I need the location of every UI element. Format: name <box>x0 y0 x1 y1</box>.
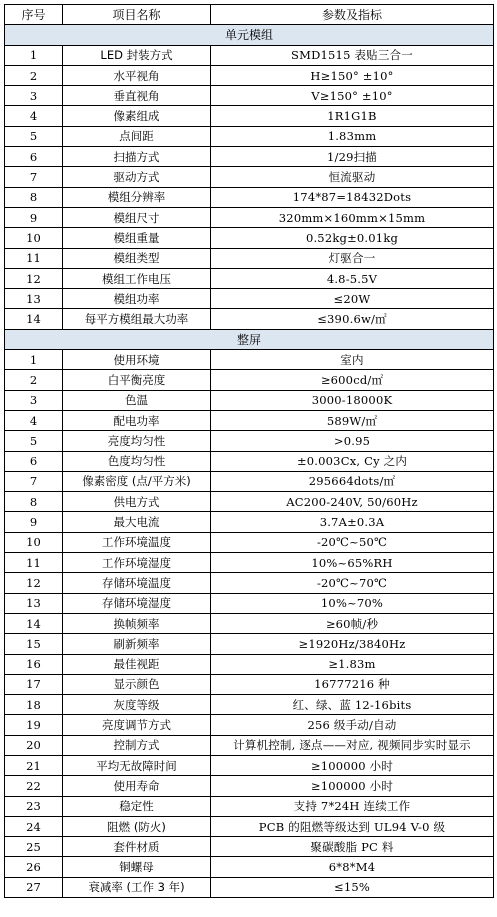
table-row <box>5 573 494 593</box>
item-value: ≤390.6w/㎡ <box>211 309 494 329</box>
item-value: ≥600cd/㎡ <box>211 370 494 390</box>
table-row <box>5 654 494 674</box>
item-value: -20℃~50℃ <box>211 532 494 552</box>
row-number: 1 <box>5 45 63 65</box>
item-name: 垂直视角 <box>63 86 211 106</box>
row-number: 22 <box>5 776 63 796</box>
item-name: 使用环境 <box>63 350 211 370</box>
item-value: 4.8-5.5V <box>211 268 494 288</box>
item-value: 295664dots/㎡ <box>211 471 494 491</box>
item-value: 6*8*M4 <box>211 857 494 877</box>
table-row <box>5 167 494 187</box>
item-value: 174*87=18432Dots <box>211 187 494 207</box>
item-name: LED 封装方式 <box>63 45 211 65</box>
table-row <box>5 532 494 552</box>
table-row <box>5 248 494 268</box>
table-row <box>5 228 494 248</box>
item-value: 3000-18000K <box>211 390 494 410</box>
row-number: 23 <box>5 796 63 816</box>
row-number: 14 <box>5 613 63 633</box>
item-name: 稳定性 <box>63 796 211 816</box>
table-row <box>5 776 494 796</box>
row-number: 3 <box>5 86 63 106</box>
item-name: 平均无故障时间 <box>63 755 211 775</box>
header-row <box>5 5 494 25</box>
item-name: 模组重量 <box>63 228 211 248</box>
row-number: 1 <box>5 350 63 370</box>
row-number: 24 <box>5 816 63 836</box>
item-value: ≥100000 小时 <box>211 755 494 775</box>
table-row <box>5 715 494 735</box>
item-name: 模组工作电压 <box>63 268 211 288</box>
table-row <box>5 634 494 654</box>
item-name: 显示颜色 <box>63 674 211 694</box>
table-row <box>5 451 494 471</box>
table-row <box>5 289 494 309</box>
row-number: 9 <box>5 512 63 532</box>
table-row <box>5 45 494 65</box>
section-header <box>5 329 494 349</box>
row-number: 12 <box>5 268 63 288</box>
item-name: 模组功率 <box>63 289 211 309</box>
row-number: 7 <box>5 471 63 491</box>
item-value: ≥1920Hz/3840Hz <box>211 634 494 654</box>
item-name: 控制方式 <box>63 735 211 755</box>
table-row <box>5 796 494 816</box>
table-row <box>5 512 494 532</box>
item-value: -20℃~70℃ <box>211 573 494 593</box>
item-value: 恒流驱动 <box>211 167 494 187</box>
row-number: 17 <box>5 674 63 694</box>
table-row <box>5 492 494 512</box>
table-row <box>5 187 494 207</box>
item-name: 每平方模组最大功率 <box>63 309 211 329</box>
table-row <box>5 431 494 451</box>
item-name: 刷新频率 <box>63 634 211 654</box>
item-name: 灰度等级 <box>63 695 211 715</box>
item-value: AC200-240V, 50/60Hz <box>211 492 494 512</box>
row-number: 9 <box>5 207 63 227</box>
row-number: 2 <box>5 65 63 85</box>
item-name: 存储环境温度 <box>63 573 211 593</box>
item-name: 水平视角 <box>63 65 211 85</box>
item-value: 灯驱合一 <box>211 248 494 268</box>
row-number: 12 <box>5 573 63 593</box>
item-name: 扫描方式 <box>63 147 211 167</box>
spec-table <box>4 4 494 898</box>
row-number: 10 <box>5 228 63 248</box>
item-value: 16777216 种 <box>211 674 494 694</box>
table-row <box>5 147 494 167</box>
item-name: 套件材质 <box>63 837 211 857</box>
table-row <box>5 877 494 897</box>
item-name: 使用寿命 <box>63 776 211 796</box>
item-name: 像素组成 <box>63 106 211 126</box>
header-no: 序号 <box>5 5 63 25</box>
table-row <box>5 390 494 410</box>
item-value: PCB 的阻燃等级达到 UL94 V-0 级 <box>211 816 494 836</box>
row-number: 8 <box>5 492 63 512</box>
item-name: 存储环境湿度 <box>63 593 211 613</box>
table-row <box>5 674 494 694</box>
row-number: 10 <box>5 532 63 552</box>
row-number: 27 <box>5 877 63 897</box>
item-value: 1.83mm <box>211 126 494 146</box>
table-row <box>5 553 494 573</box>
item-value: 10%~70% <box>211 593 494 613</box>
item-name: 模组类型 <box>63 248 211 268</box>
row-number: 8 <box>5 187 63 207</box>
table-row <box>5 593 494 613</box>
row-number: 5 <box>5 126 63 146</box>
item-value: 1/29扫描 <box>211 147 494 167</box>
item-name: 亮度均匀性 <box>63 431 211 451</box>
row-number: 6 <box>5 451 63 471</box>
item-value: ≤15% <box>211 877 494 897</box>
table-row <box>5 755 494 775</box>
row-number: 19 <box>5 715 63 735</box>
row-number: 11 <box>5 553 63 573</box>
row-number: 14 <box>5 309 63 329</box>
item-name: 亮度调节方式 <box>63 715 211 735</box>
item-name: 色温 <box>63 390 211 410</box>
header-name: 项目名称 <box>63 5 211 25</box>
table-row <box>5 268 494 288</box>
section-header <box>5 25 494 45</box>
table-row <box>5 613 494 633</box>
table-row <box>5 350 494 370</box>
item-value: 589W/㎡ <box>211 410 494 430</box>
item-value: H≥150° ±10° <box>211 65 494 85</box>
item-name: 像素密度 (点/平方米) <box>63 471 211 491</box>
row-number: 5 <box>5 431 63 451</box>
table-row <box>5 837 494 857</box>
row-number: 16 <box>5 654 63 674</box>
item-value: 320mm×160mm×15mm <box>211 207 494 227</box>
item-name: 模组尺寸 <box>63 207 211 227</box>
item-value: 聚碳酸脂 PC 料 <box>211 837 494 857</box>
item-value: 3.7A±0.3A <box>211 512 494 532</box>
item-value: 10%~65%RH <box>211 553 494 573</box>
row-number: 21 <box>5 755 63 775</box>
item-name: 最大电流 <box>63 512 211 532</box>
item-value: 支持 7*24H 连续工作 <box>211 796 494 816</box>
item-name: 铜螺母 <box>63 857 211 877</box>
item-value: ≥60帧/秒 <box>211 613 494 633</box>
item-name: 点间距 <box>63 126 211 146</box>
section-title: 单元模组 <box>5 25 494 45</box>
item-name: 换帧频率 <box>63 613 211 633</box>
item-value: ±0.003Cx, Cy 之内 <box>211 451 494 471</box>
item-name: 配电功率 <box>63 410 211 430</box>
row-number: 11 <box>5 248 63 268</box>
table-row <box>5 370 494 390</box>
table-row <box>5 65 494 85</box>
item-name: 衰减率 (工作 3 年) <box>63 877 211 897</box>
table-row <box>5 816 494 836</box>
item-name: 白平衡亮度 <box>63 370 211 390</box>
row-number: 13 <box>5 593 63 613</box>
row-number: 4 <box>5 410 63 430</box>
item-value: 计算机控制, 逐点——对应, 视频同步实时显示 <box>211 735 494 755</box>
row-number: 6 <box>5 147 63 167</box>
row-number: 15 <box>5 634 63 654</box>
row-number: 26 <box>5 857 63 877</box>
item-value: SMD1515 表贴三合一 <box>211 45 494 65</box>
item-value: 红、绿、蓝 12-16bits <box>211 695 494 715</box>
table-row <box>5 857 494 877</box>
table-row <box>5 471 494 491</box>
item-name: 工作环境湿度 <box>63 553 211 573</box>
item-name: 驱动方式 <box>63 167 211 187</box>
row-number: 18 <box>5 695 63 715</box>
item-value: >0.95 <box>211 431 494 451</box>
row-number: 4 <box>5 106 63 126</box>
row-number: 7 <box>5 167 63 187</box>
item-name: 阻燃 (防火) <box>63 816 211 836</box>
item-value: ≤20W <box>211 289 494 309</box>
table-row <box>5 86 494 106</box>
item-value: V≥150° ±10° <box>211 86 494 106</box>
row-number: 2 <box>5 370 63 390</box>
table-row <box>5 735 494 755</box>
table-row <box>5 410 494 430</box>
row-number: 20 <box>5 735 63 755</box>
item-value: 室内 <box>211 350 494 370</box>
header-value: 参数及指标 <box>211 5 494 25</box>
item-value: ≥100000 小时 <box>211 776 494 796</box>
table-row <box>5 695 494 715</box>
row-number: 3 <box>5 390 63 410</box>
item-value: 1R1G1B <box>211 106 494 126</box>
item-value: 256 级手动/自动 <box>211 715 494 735</box>
item-name: 色度均匀性 <box>63 451 211 471</box>
table-row <box>5 309 494 329</box>
row-number: 25 <box>5 837 63 857</box>
table-row <box>5 207 494 227</box>
item-value: 0.52kg±0.01kg <box>211 228 494 248</box>
table-row <box>5 126 494 146</box>
spec-body <box>5 25 494 898</box>
item-value: ≥1.83m <box>211 654 494 674</box>
item-name: 最佳视距 <box>63 654 211 674</box>
table-row <box>5 106 494 126</box>
item-name: 供电方式 <box>63 492 211 512</box>
item-name: 模组分辨率 <box>63 187 211 207</box>
section-title: 整屏 <box>5 329 494 349</box>
item-name: 工作环境温度 <box>63 532 211 552</box>
row-number: 13 <box>5 289 63 309</box>
